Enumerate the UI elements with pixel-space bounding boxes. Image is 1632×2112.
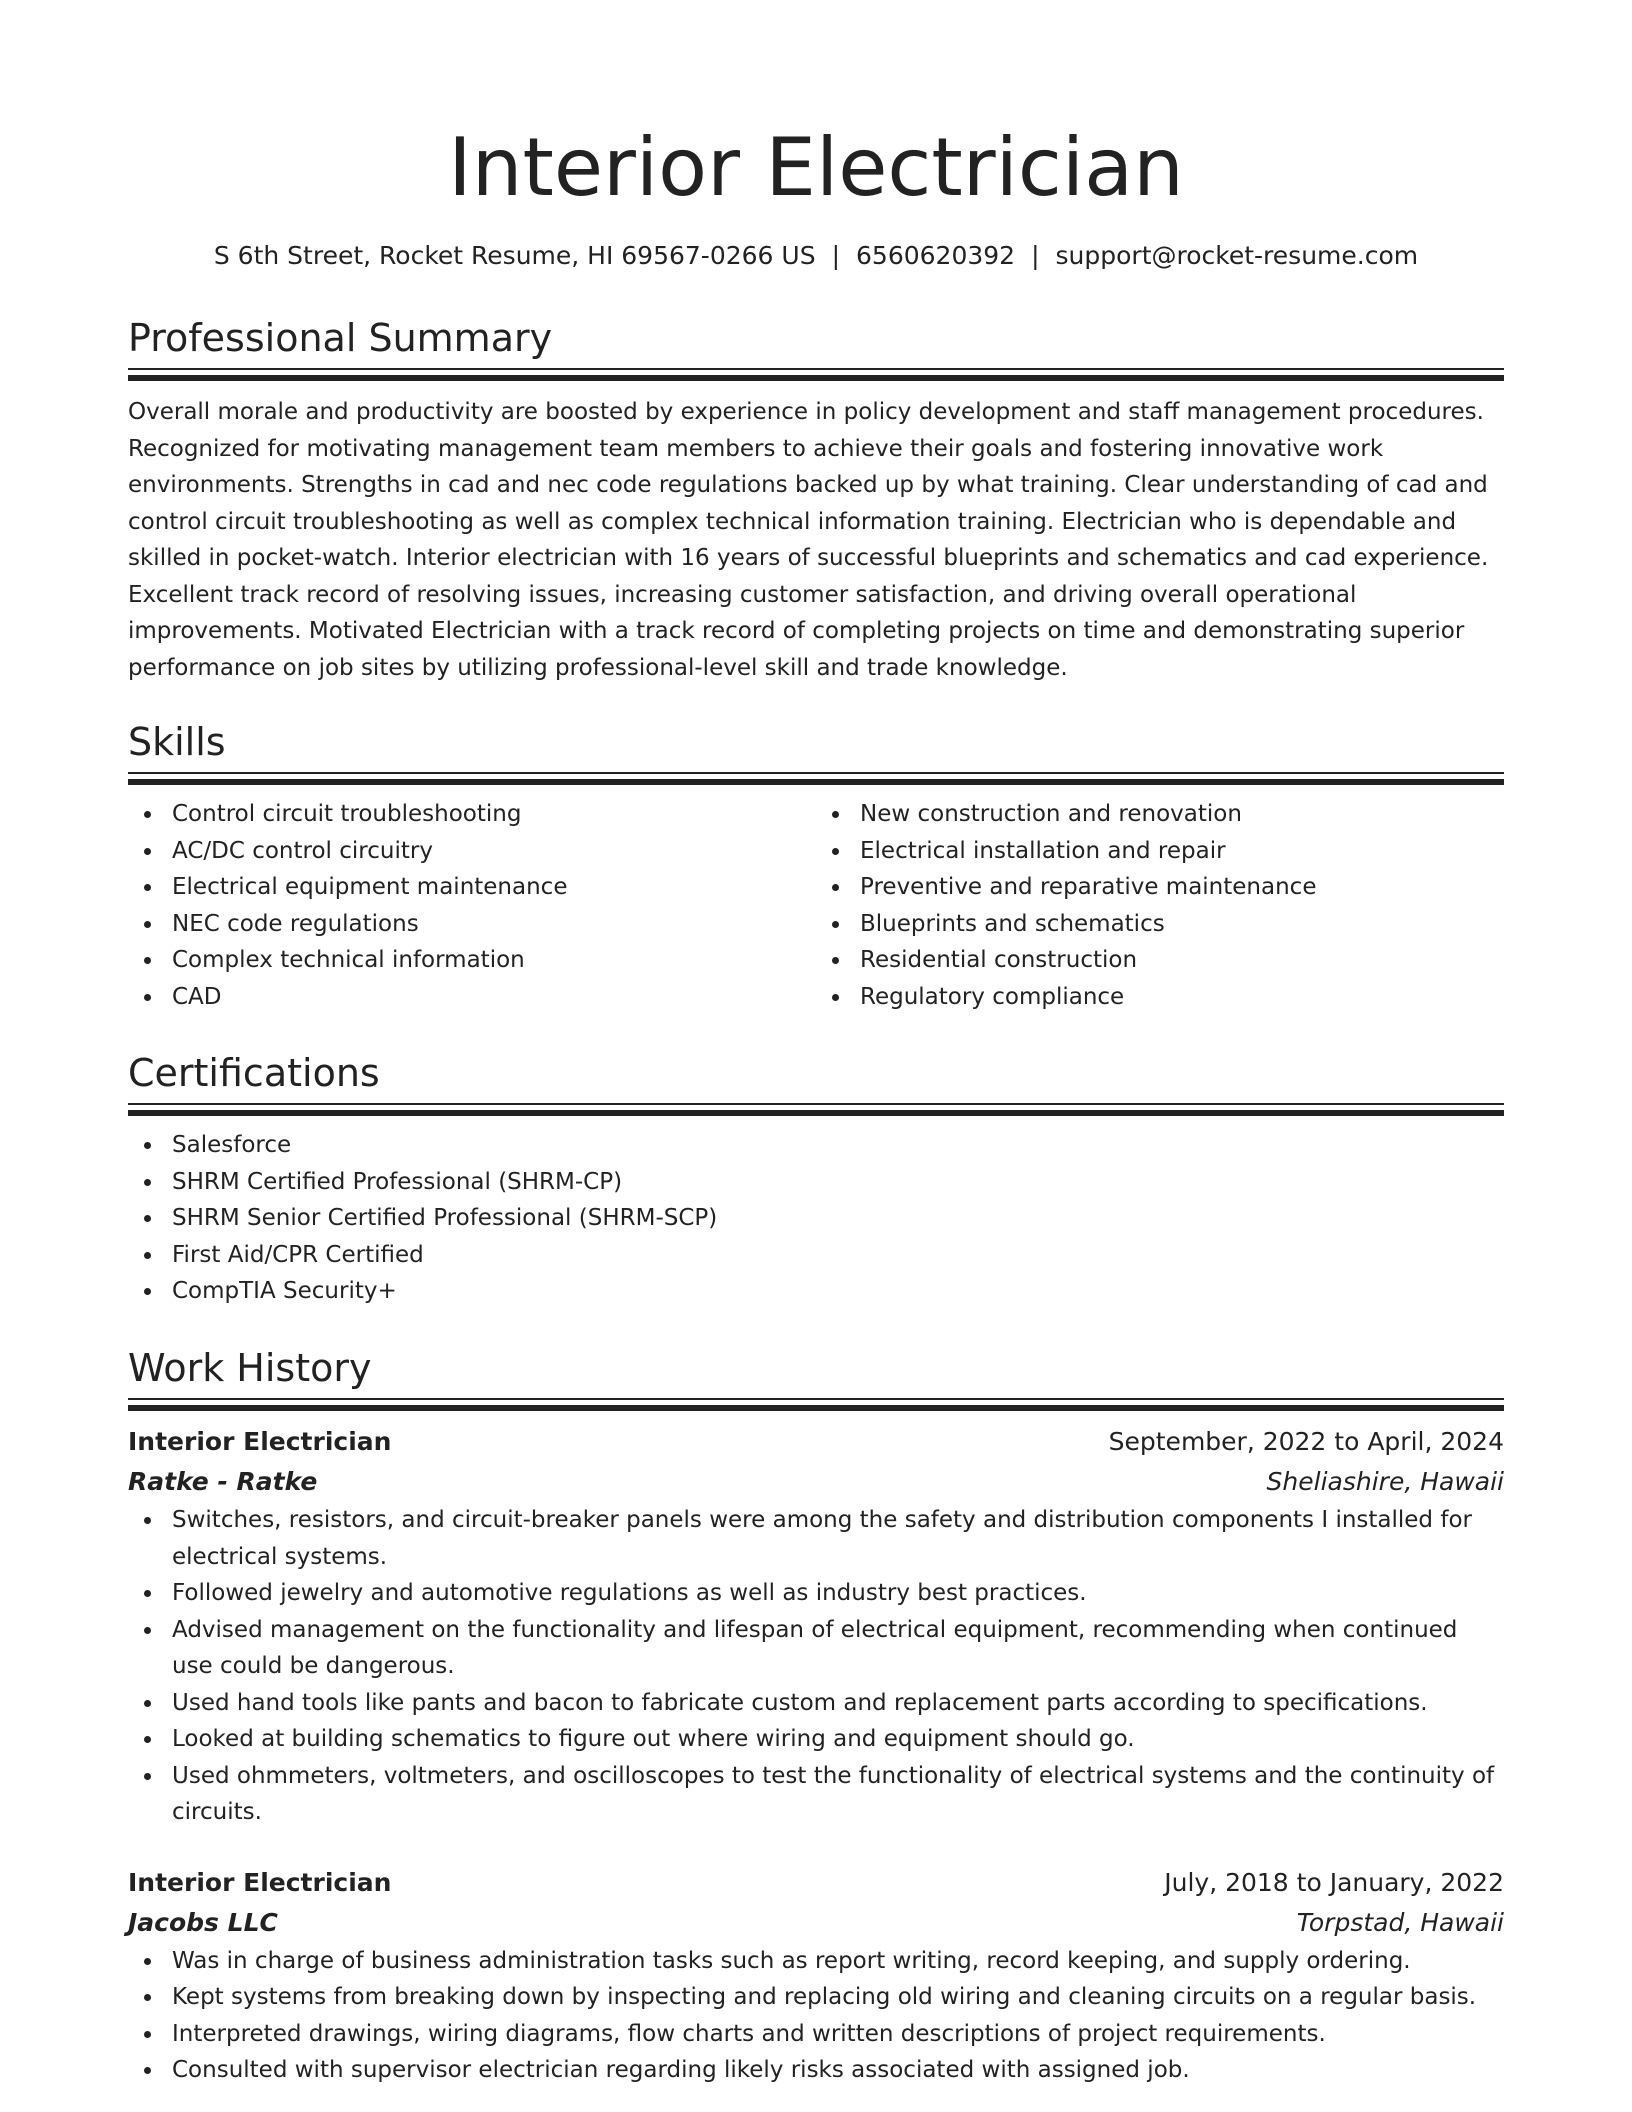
skill-item: Regulatory compliance xyxy=(860,979,1504,1016)
section-divider xyxy=(128,772,1504,784)
summary-section xyxy=(128,312,1504,686)
job-title: Interior Electrician xyxy=(128,1867,392,1897)
skill-item: Residential construction xyxy=(860,942,1504,979)
work-history-title: Work History xyxy=(128,1346,372,1390)
summary-title: Professional Summary xyxy=(128,316,553,360)
contact-address: S 6th Street, Rocket Resume, HI 69567-0266 US xyxy=(213,241,816,270)
certifications-section xyxy=(128,1047,1504,1310)
contact-line xyxy=(128,238,1504,274)
certification-item: SHRM Senior Certified Professional (SHRM-SCP) xyxy=(172,1200,1504,1237)
job-duty: Switches, resistors, and circuit-breaker panels were among the safety and distribution components I installed for electrical systems. xyxy=(172,1502,1504,1575)
skills-columns xyxy=(128,796,1504,1015)
certification-item: CompTIA Security+ xyxy=(172,1273,1504,1310)
skill-item: AC/DC control circuitry xyxy=(172,833,816,870)
job-dates: September, 2022 to April, 2024 xyxy=(1108,1427,1504,1456)
skills-list-left xyxy=(128,796,816,1015)
skill-item: Control circuit troubleshooting xyxy=(172,796,816,833)
skills-title: Skills xyxy=(128,720,226,764)
job-subheader xyxy=(128,1903,1504,1943)
skills-list-right xyxy=(816,796,1504,1015)
contact-phone: 6560620392 xyxy=(856,241,1016,270)
job-duty: Was in charge of business administration tasks such as report writing, record keeping, and supply ordering. xyxy=(172,1943,1504,1980)
certification-item: Salesforce xyxy=(172,1127,1504,1164)
certification-item: First Aid/CPR Certified xyxy=(172,1237,1504,1274)
skill-item: Blueprints and schematics xyxy=(860,906,1504,943)
skill-item: Preventive and reparative maintenance xyxy=(860,869,1504,906)
job-location: Sheliashire, Hawaii xyxy=(1266,1467,1504,1496)
contact-separator: | xyxy=(831,241,841,270)
skill-item: Electrical installation and repair xyxy=(860,833,1504,870)
job-duties-list xyxy=(128,1502,1504,1831)
contact-separator: | xyxy=(1031,241,1040,270)
skill-item: NEC code regulations xyxy=(172,906,816,943)
job-duty: Looked at building schematics to figure out where wiring and equipment should go. xyxy=(172,1721,1504,1758)
job-entry xyxy=(128,1422,1504,1831)
job-duty: Used hand tools like pants and bacon to fabricate custom and replacement parts according to specifications. xyxy=(172,1685,1504,1722)
job-duty: Advised management on the functionality and lifespan of electrical equipment, recommending when continued use could be dangerous. xyxy=(172,1612,1504,1685)
skill-item: CAD xyxy=(172,979,816,1016)
certification-item: SHRM Certified Professional (SHRM-CP) xyxy=(172,1164,1504,1201)
certifications-title: Certifications xyxy=(128,1051,380,1095)
job-dates: July, 2018 to January, 2022 xyxy=(1164,1867,1504,1897)
job-duties-list xyxy=(128,1943,1504,2089)
job-duty: Followed jewelry and automotive regulations as well as industry best practices. xyxy=(172,1575,1504,1612)
section-divider xyxy=(128,368,1504,380)
job-subheader xyxy=(128,1462,1504,1502)
job-duty: Kept systems from breaking down by inspecting and replacing old wiring and cleaning circuits on a regular basis. xyxy=(172,1979,1504,2016)
job-company: Jacobs LLC xyxy=(128,1907,278,1937)
certifications-list xyxy=(128,1127,1504,1310)
job-title: Interior Electrician xyxy=(128,1427,392,1456)
skills-section xyxy=(128,716,1504,1015)
work-history-section xyxy=(128,1342,1504,2089)
summary-text: Overall morale and productivity are boosted by experience in policy development and staff management procedures. Recognized for motivating management team members to achieve their goals and fostering innovative work environments. Strengths in cad and nec code regulations backed up by what training. Clear understanding of cad and control circuit troubleshooting as well as complex technical information training. Electrician who is dependable and skilled in pocket-watch. Interior electrician with 16 years of successful blueprints and schematics and cad experience. Excellent track record of resolving issues, increasing customer satisfaction, and driving overall operational improvements. Motivated Electrician with a track record of completing projects on time and demonstrating superior performance on job sites by utilizing professional-level skill and trade knowledge. xyxy=(128,399,1489,681)
skill-item: Complex technical information xyxy=(172,942,816,979)
job-duty: Consulted with supervisor electrician regarding likely risks associated with assigned job. xyxy=(172,2052,1504,2089)
section-divider xyxy=(128,1103,1504,1115)
job-header xyxy=(128,1863,1504,1903)
job-duty: Interpreted drawings, wiring diagrams, flow charts and written descriptions of project requirements. xyxy=(172,2016,1504,2053)
section-divider xyxy=(128,1398,1504,1410)
job-entry xyxy=(128,1863,1504,2089)
job-location: Torpstad, Hawaii xyxy=(1296,1907,1504,1937)
resume-name: Interior Electrician xyxy=(448,121,1184,214)
contact-email: support@rocket-resume.com xyxy=(1055,241,1419,270)
job-duty: Used ohmmeters, voltmeters, and oscilloscopes to test the functionality of electrical systems and the continuity of circuits. xyxy=(172,1758,1504,1831)
skill-item: New construction and renovation xyxy=(860,796,1504,833)
job-header xyxy=(128,1422,1504,1462)
job-company: Ratke - Ratke xyxy=(128,1467,318,1496)
skill-item: Electrical equipment maintenance xyxy=(172,869,816,906)
